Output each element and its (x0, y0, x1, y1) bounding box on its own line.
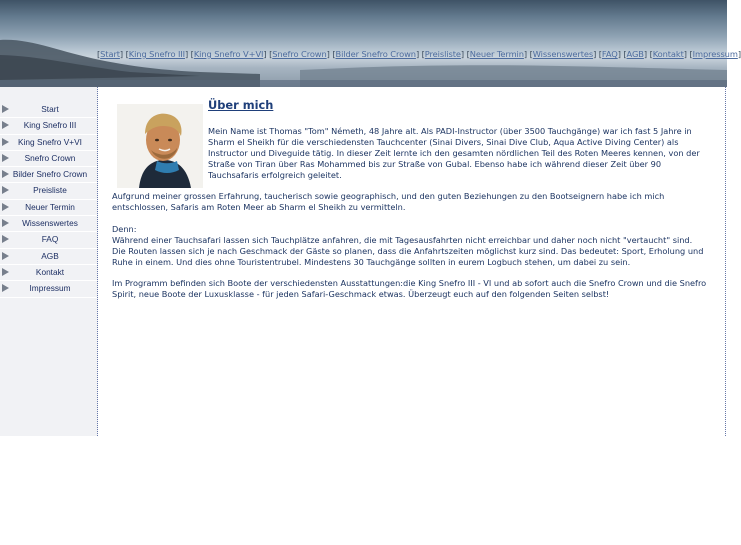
sidebar-item-king-snefro-v-vi[interactable] (0, 135, 97, 151)
sidebar-item-king-snefro-iii[interactable] (0, 118, 97, 134)
arrow-right-icon (2, 154, 9, 162)
bracket-separator: [ (329, 49, 336, 59)
sidebar-item-faq[interactable] (0, 232, 97, 248)
bracket-separator: [ (419, 49, 425, 59)
sidebar-item-label: Bilder Snefro Crown (12, 169, 88, 180)
bracket-separator: ] (185, 49, 189, 59)
topnav-link-preisliste[interactable]: Preisliste (424, 49, 461, 59)
bracket-separator: [ (620, 49, 627, 59)
bracket-separator: [ (266, 49, 273, 59)
paragraph-routes: Während einer Tauchsafari lassen sich Tauchplätze anfahren, die mit Tagesausfahrten nicht erreichbar und daher noch nicht "vertaucht" sind. Die Routen lassen sich je nach Geschmack der Gäste so planen, dass die Anfahrtszeiten möglichst kurz sind. Das bedeutet: Sport, Erholung und Ruhe in einem. Und dies ohne Touristentrubel. Mindestens 30 Tauchgänge sollten in eurem Logbuch stehen, um dabei zu sein. (112, 235, 704, 267)
bracket-separator: [ (97, 49, 101, 59)
sidebar-item-label: King Snefro V+VI (18, 136, 82, 147)
topnav-link-faq[interactable]: FAQ (601, 49, 618, 59)
sidebar-item-label: King Snefro III (23, 120, 77, 131)
arrow-right-icon (2, 252, 9, 260)
bracket-separator: ] (460, 49, 465, 59)
paragraph-denn-label: Denn: (112, 224, 137, 234)
sidebar-item-label: Neuer Termin (25, 201, 75, 212)
sidebar-item-kontakt[interactable] (0, 265, 97, 281)
arrow-right-icon (2, 170, 9, 178)
sidebar-item-label: FAQ (41, 234, 59, 245)
bracket-separator: [ (647, 49, 653, 59)
sidebar-item-preisliste[interactable] (0, 183, 97, 199)
arrow-right-icon (2, 203, 9, 211)
arrow-right-icon (2, 268, 9, 276)
bracket-separator: ] (737, 49, 741, 59)
bracket-separator: ] (263, 49, 267, 59)
topnav-link-kontakt[interactable]: Kontakt (652, 49, 684, 59)
sidebar-item-label: Kontakt (35, 266, 65, 277)
bracket-separator: ] (593, 49, 597, 59)
portrait-image (117, 104, 203, 188)
sidebar-item-label: Wissenswertes (22, 218, 78, 229)
bracket-separator: ] (326, 49, 330, 59)
bracket-separator: [ (527, 49, 533, 59)
topnav-link-neuer-termin[interactable]: Neuer Termin (469, 49, 524, 59)
header-banner (0, 0, 741, 87)
sidebar-item-snefro-crown[interactable] (0, 151, 97, 167)
profile-photo (117, 104, 203, 188)
topnav-link-wissenswertes[interactable]: Wissenswertes (532, 49, 594, 59)
bracket-separator: [ (464, 49, 470, 59)
topnav-link-king-snefro-iii[interactable]: King Snefro III (128, 49, 185, 59)
intro-text: Mein Name ist Thomas "Tom" Németh, 48 Jahre alt. Als PADI-Instructor (über 3500 Tauchgänge) war ich fast 5 Jahre in Sharm el Sheikh für die verschiedensten Tauchcenter (Sinai Divers, Sinai Dive Club, Aqua Active Diving Center) als Instructor und Diveguide tätig. In dieser Zeit lernte ich den gesamten nördlichen Teil des Roten Meeres kennen, von der Straße von Tiran über Ras Mohammed bis zur Straße von Gubal. Ebenso habe ich während dieser Zeit über 90 Tauchsafaris erfolgreich geleitet. (208, 126, 700, 180)
top-navigation (97, 49, 741, 59)
sidebar-item-agb[interactable] (0, 249, 97, 265)
arrow-right-icon (2, 186, 9, 194)
sidebar-item-wissenswertes[interactable] (0, 216, 97, 232)
topnav-link-king-snefro-v-vi[interactable]: King Snefro V+VI (193, 49, 264, 59)
sidebar (0, 87, 98, 436)
arrow-right-icon (2, 105, 9, 113)
sidebar-item-neuer-termin[interactable] (0, 200, 97, 216)
sidebar-item-label: AGB (41, 250, 59, 261)
bracket-separator: [ (596, 49, 602, 59)
sidebar-item-impressum[interactable] (0, 281, 97, 297)
sidebar-item-bilder-snefro-crown[interactable] (0, 167, 97, 183)
landscape-image (0, 0, 727, 87)
paragraph-experience: Aufgrund meiner grossen Erfahrung, taucherisch sowie geographisch, und den guten Beziehungen zu den Bootseignern habe ich mich entschlossen, Safaris am Roten Meer ab Sharm el Sheikh zu vermitteln. (112, 191, 665, 212)
sidebar-item-label: Impressum (29, 283, 71, 294)
topnav-link-snefro-crown[interactable]: Snefro Crown (272, 49, 327, 59)
topnav-link-start[interactable]: Start (100, 49, 120, 59)
paragraph-program: Im Programm befinden sich Boote der verschiedensten Ausstattungen:die King Snefro III - VI und ab sofort auch die Snefro Crown und die Snefro Spirit, neue Boote der Luxusklasse - für jeden Safari-Geschmack etwas. Überzeugt euch auf den folgenden Seiten selbst! (112, 278, 707, 299)
bracket-separator: ] (415, 49, 420, 59)
bracket-separator: ] (119, 49, 124, 59)
bracket-separator: ] (617, 49, 621, 59)
bracket-separator: [ (123, 49, 129, 59)
arrow-right-icon (2, 121, 9, 129)
arrow-right-icon (2, 284, 9, 292)
topnav-link-bilder-snefro-crown[interactable]: Bilder Snefro Crown (335, 49, 416, 59)
sidebar-item-label: Preisliste (33, 185, 67, 196)
bracket-separator: ] (523, 49, 528, 59)
sidebar-item-label: Snefro Crown (24, 152, 76, 163)
bracket-separator: [ (686, 49, 693, 59)
page-title: Über mich (208, 98, 274, 112)
topnav-link-impressum[interactable]: Impressum (692, 49, 738, 59)
bracket-separator: ] (643, 49, 648, 59)
arrow-right-icon (2, 138, 9, 146)
arrow-right-icon (2, 219, 9, 227)
sidebar-item-start[interactable] (0, 102, 97, 118)
arrow-right-icon (2, 235, 9, 243)
content-right-border (725, 87, 726, 436)
topnav-link-agb[interactable]: AGB (626, 49, 644, 59)
bracket-separator: ] (683, 49, 687, 59)
sidebar-menu (0, 102, 97, 298)
sidebar-item-label: Start (41, 104, 59, 114)
bracket-separator: [ (188, 49, 194, 59)
